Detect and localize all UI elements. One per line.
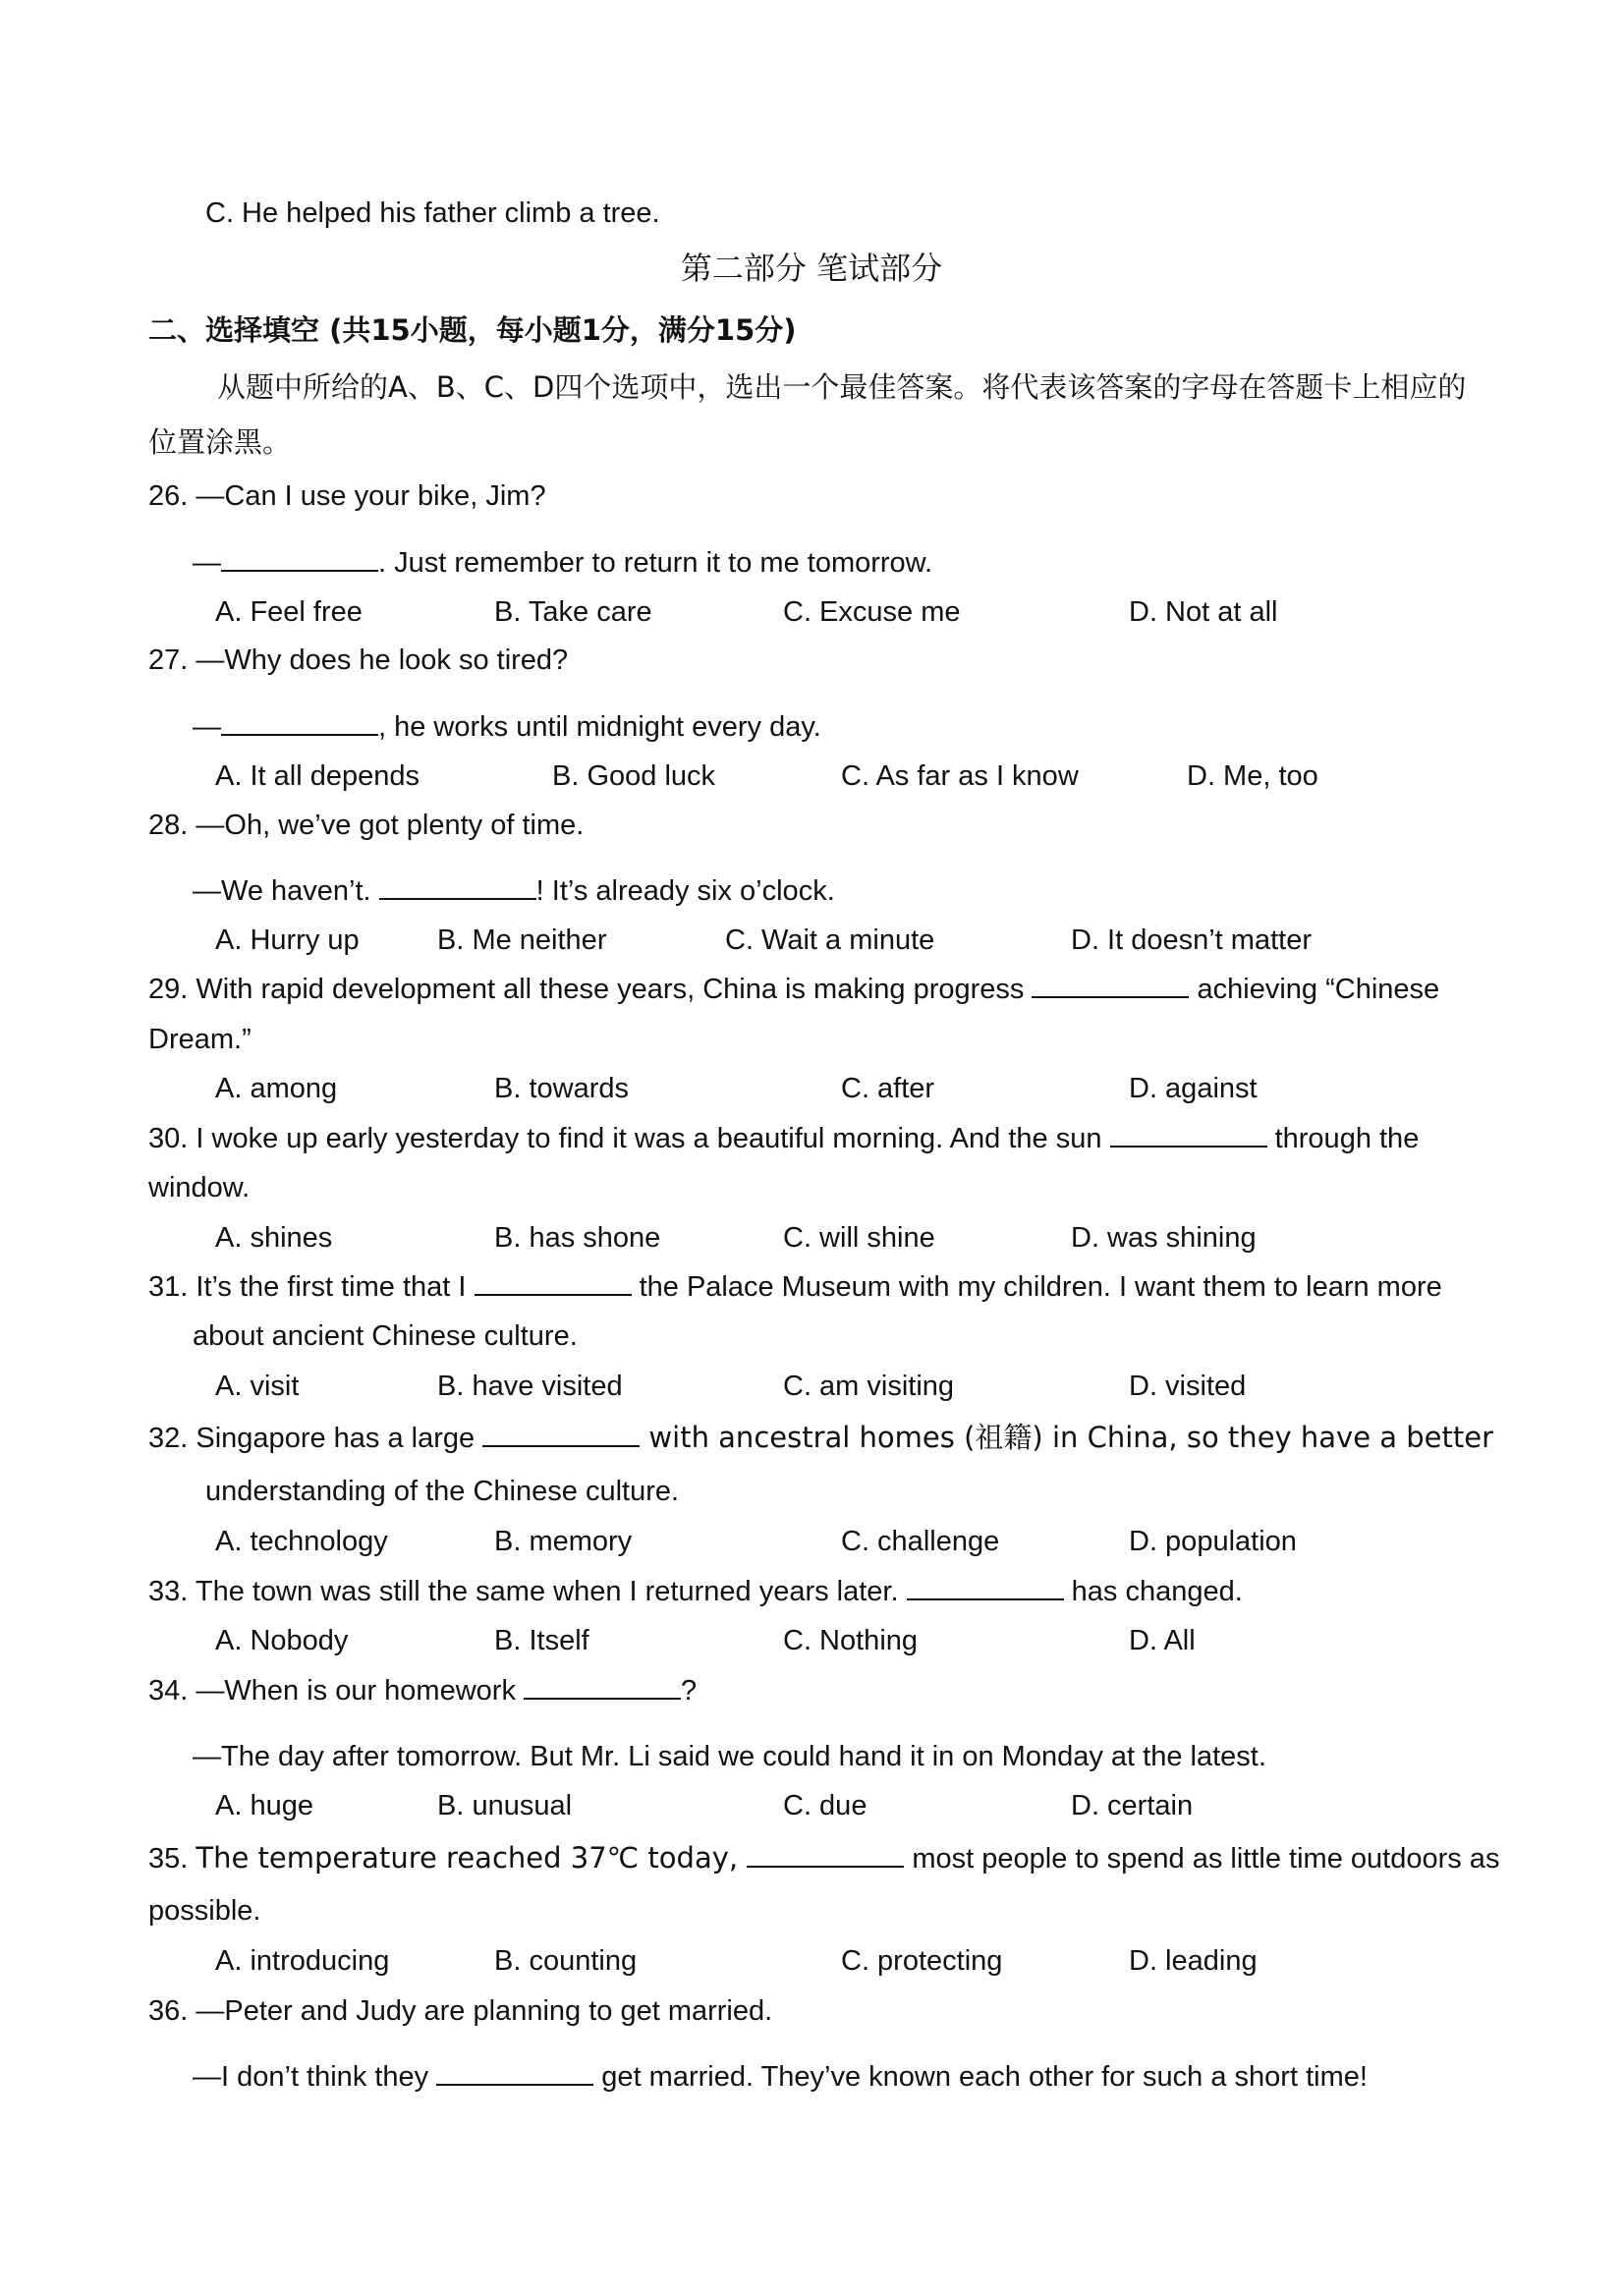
answer-blank [482, 1422, 640, 1447]
answer-blank [475, 1270, 632, 1296]
answer-blank [1110, 1122, 1267, 1148]
answer-blank [1032, 973, 1189, 998]
option-c: C. due [783, 1790, 867, 1821]
option-b: B. counting [494, 1945, 638, 1977]
question-36 [148, 1994, 772, 2028]
question-29-continued: Dream.” [148, 1024, 252, 1055]
option-b: B. unusual [437, 1790, 573, 1821]
option-a: A. visit [215, 1371, 300, 1402]
answer-blank [524, 1674, 681, 1700]
option-c: C. protecting [841, 1945, 1003, 1977]
option-b: B. towards [494, 1073, 629, 1104]
option-a: A. It all depends [215, 760, 420, 792]
question-number: 32. [148, 1423, 189, 1454]
option-a: A. huge [215, 1790, 313, 1821]
option-d: D. population [1129, 1526, 1297, 1557]
previous-question-option: C. He helped his father climb a tree. [205, 197, 660, 229]
instructions-line-1: 从题中所给的A、B、C、D四个选项中，选出一个最佳答案。将代表该答案的字母在答题卡上相应的 [217, 370, 1467, 404]
question-28 [148, 809, 584, 842]
question-27 [148, 644, 568, 677]
option-d: D. All [1129, 1625, 1196, 1656]
question-32-continued: understanding of the Chinese culture. [205, 1476, 680, 1507]
answer-blank [221, 546, 378, 572]
question-29: 29. With rapid development all these years, China is making progress achieving “Chinese [148, 974, 1440, 1005]
option-d: D. It doesn’t matter [1071, 924, 1312, 956]
question-35: 35. The temperature reached 37℃ today, most people to spend as little time outdoors as [148, 1841, 1500, 1875]
question-text: —Oh, we’ve got plenty of time. [196, 810, 585, 841]
option-c: C. Nothing [783, 1625, 919, 1656]
question-26-reply: — . Just remember to return it to me tomorrow. [193, 547, 933, 579]
option-a: A. shines [215, 1222, 333, 1254]
question-34-reply: —The day after tomorrow. But Mr. Li said we could hand it in on Monday at the latest. [193, 1741, 1266, 1772]
option-d: D. certain [1071, 1790, 1194, 1821]
question-31-continued: about ancient Chinese culture. [193, 1320, 578, 1352]
question-35-continued: possible. [148, 1895, 261, 1927]
option-c: C. will shine [783, 1222, 935, 1254]
option-a: A. among [215, 1073, 338, 1104]
option-c: C. challenge [841, 1526, 1000, 1557]
instructions-line-2: 位置涂黑。 [148, 425, 292, 459]
section-title: 二、选择填空 (共15小题，每小题1分，满分15分) [148, 313, 797, 347]
option-b: B. Take care [494, 596, 652, 628]
question-30-continued: window. [148, 1172, 251, 1204]
option-b: B. have visited [437, 1371, 623, 1402]
question-31: 31. It’s the first time that I the Palace Museum with my children. I want them to learn more [148, 1271, 1442, 1303]
option-a: A. introducing [215, 1945, 390, 1977]
question-number: 31. [148, 1271, 189, 1303]
question-number: 28. [148, 810, 189, 841]
option-a: A. technology [215, 1526, 388, 1557]
question-33: 33. The town was still the same when I returned years later. has changed. [148, 1576, 1243, 1607]
answer-blank [436, 2060, 593, 2086]
option-d: D. visited [1129, 1371, 1247, 1402]
question-number: 35. [148, 1843, 189, 1875]
option-d: D. leading [1129, 1945, 1258, 1977]
question-text: —Peter and Judy are planning to get married. [196, 1995, 773, 2027]
option-c: C. after [841, 1073, 935, 1104]
question-number: 29. [148, 974, 189, 1005]
question-number: 30. [148, 1123, 189, 1154]
option-c: C. As far as I know [841, 760, 1079, 792]
question-number: 34. [148, 1675, 189, 1707]
question-32: 32. Singapore has a large with ancestral homes (祖籍) in China, so they have a better [148, 1421, 1494, 1454]
question-27-reply: — , he works until midnight every day. [193, 711, 821, 743]
question-text: —Can I use your bike, Jim? [196, 480, 546, 512]
option-b: B. has shone [494, 1222, 661, 1254]
option-b: B. Me neither [437, 924, 607, 956]
answer-blank [379, 874, 536, 900]
option-a: A. Nobody [215, 1625, 349, 1656]
option-c: C. Excuse me [783, 596, 961, 628]
part-title: 第二部分 笔试部分 [680, 250, 943, 287]
answer-blank [221, 710, 378, 736]
question-30: 30. I woke up early yesterday to find it was a beautiful morning. And the sun through the [148, 1123, 1420, 1154]
option-d: D. was shining [1071, 1222, 1257, 1254]
option-a: A. Feel free [215, 596, 363, 628]
option-b: B. Good luck [552, 760, 716, 792]
option-b: B. memory [494, 1526, 633, 1557]
question-number: 33. [148, 1576, 189, 1607]
question-26 [148, 479, 546, 513]
question-number: 36. [148, 1995, 189, 2027]
question-28-reply: —We haven’t. ! It’s already six o’clock. [193, 875, 835, 907]
question-number: 26. [148, 480, 189, 512]
question-34: 34. —When is our homework ? [148, 1675, 698, 1707]
option-a: A. Hurry up [215, 924, 360, 956]
option-c: C. am visiting [783, 1371, 955, 1402]
option-b: B. Itself [494, 1625, 589, 1656]
answer-blank [907, 1575, 1064, 1600]
option-d: D. against [1129, 1073, 1258, 1104]
option-d: D. Me, too [1187, 760, 1318, 792]
answer-blank [747, 1842, 904, 1868]
question-number: 27. [148, 644, 189, 676]
question-text: —Why does he look so tired? [196, 644, 569, 676]
question-36-reply: —I don’t think they get married. They’ve known each other for such a short time! [193, 2061, 1368, 2093]
option-c: C. Wait a minute [725, 924, 935, 956]
option-d: D. Not at all [1129, 596, 1278, 628]
